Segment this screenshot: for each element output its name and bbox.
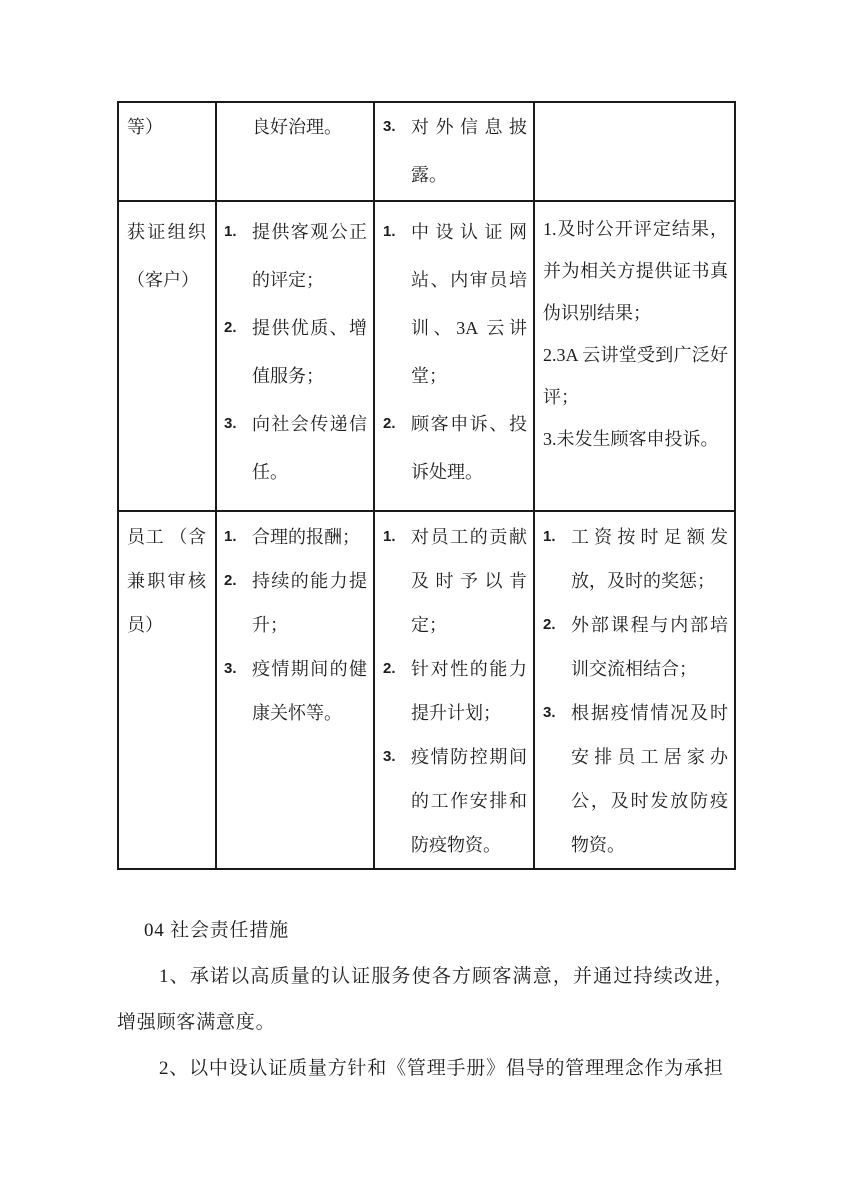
list-item [383,103,527,199]
list-number: 3. [543,704,556,721]
list-item [383,208,527,400]
list-text: 疫情防控期间的工作安排和防疫物资。 [411,747,527,855]
list-text: 提供优质、增值服务； [252,318,367,386]
list-number: 1. [543,528,556,545]
results-cell [534,201,735,511]
list-text: 对员工的贡献及时予以肯定； [411,527,527,635]
stakeholder-label: 获证组织（客户） [127,222,206,290]
list-item [224,559,367,647]
list-item [224,515,367,559]
table-row-continuation [118,102,735,201]
list-text: 合理的报酬； [252,527,360,547]
list-text: 提供客观公正的评定； [252,222,367,290]
list-number: 3. [224,415,237,432]
section-heading: 04 社会责任措施 [144,920,289,941]
list-item [383,647,527,735]
list-number: 2. [383,415,396,432]
list-number: 2. [543,616,556,633]
list-item [383,735,527,867]
list-item [224,208,367,304]
result-paragraph: 2.3A 云讲堂受到广泛好评； [543,345,728,407]
list-text: 根据疫情情况及时安排员工居家办公，及时发放防疫物资。 [571,703,728,855]
list-text: 针对性的能力提升计划； [411,659,527,723]
list-number: 1. [383,528,396,545]
list-number: 1. [224,223,237,240]
measures-cell [374,102,534,201]
list-text: 外部课程与内部培训交流相结合； [571,615,728,679]
paragraph: 1、承诺以高质量的认证服务使各方顾客满意，并通过持续改进，增强顾客满意度。 [117,966,734,1033]
list-item [224,647,367,735]
list-text: 顾客申诉、投诉处理。 [411,414,527,482]
stakeholder-label: 员工 （含兼职审核员） [127,527,206,635]
list-text: 中设认证网站、内审员培训、3A 云讲堂； [411,222,527,386]
table-row-certified-organizations [118,201,735,511]
list-number: 3. [224,660,237,677]
stakeholder-cell [118,102,216,201]
results-cell-empty [534,102,735,201]
result-paragraph: 1.及时公开评定结果，并为相关方提供证书真伪识别结果； [543,219,728,323]
list-item [543,515,728,603]
stakeholder-cell [118,511,216,869]
stakeholder-table [117,101,736,870]
list-text: 疫情期间的健康关怀等。 [252,659,367,723]
list-number: 3. [383,748,396,765]
table-row-employees [118,511,735,869]
results-cell [534,511,735,869]
result-paragraph: 3.未发生顾客申投诉。 [543,429,719,449]
measures-cell [374,201,534,511]
list-number: 2. [383,660,396,677]
measures-cell [374,511,534,869]
list-number: 2. [224,319,237,336]
expectations-cell [216,102,374,201]
paragraph: 2、以中设认证质量方针和《管理手册》倡导的管理理念作为承担 [159,1058,724,1079]
list-number: 1. [224,528,237,545]
list-item [224,304,367,400]
expectation-continuation: 良好治理。 [252,117,342,137]
stakeholder-cell [118,201,216,511]
list-text: 向社会传递信任。 [252,414,367,482]
list-item [543,691,728,867]
list-text: 工资按时足额发放，及时的奖惩； [571,527,728,591]
expectations-cell [216,201,374,511]
list-number: 1. [383,223,396,240]
list-text: 对外信息披露。 [411,117,527,185]
list-item [543,603,728,691]
list-item [224,400,367,496]
expectations-cell [216,511,374,869]
social-responsibility-section [117,908,734,1092]
list-text: 持续的能力提升； [252,571,367,635]
list-item [383,515,527,647]
list-number: 3. [383,118,396,135]
list-item [383,400,527,496]
list-number: 2. [224,572,237,589]
stakeholder-label: 等） [127,117,163,137]
